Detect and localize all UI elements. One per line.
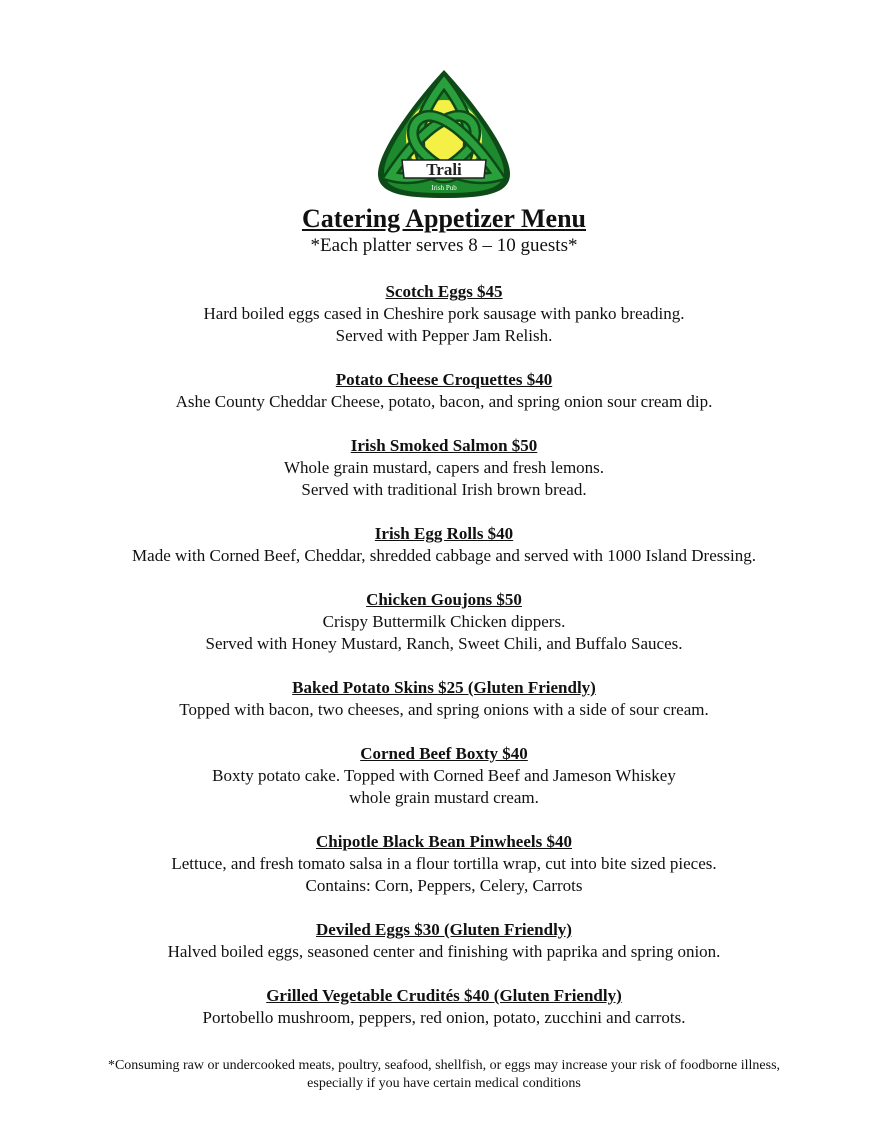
item-desc: Halved boiled eggs, seasoned center and finishing with paprika and spring onion. xyxy=(167,942,721,961)
item-name: Potato Cheese Croquettes $40 xyxy=(335,370,553,389)
trali-logo xyxy=(372,66,516,202)
menu-item xyxy=(0,523,888,567)
item-desc: Served with Pepper Jam Relish. xyxy=(335,326,553,345)
menu-item xyxy=(0,919,888,963)
item-desc: Boxty potato cake. Topped with Corned Beef and Jameson Whiskey xyxy=(212,766,676,785)
item-desc: Whole grain mustard, capers and fresh lemons. xyxy=(283,458,605,477)
item-name: Irish Smoked Salmon $50 xyxy=(350,436,538,455)
item-desc: Contains: Corn, Peppers, Celery, Carrots xyxy=(305,876,583,895)
item-desc: whole grain mustard cream. xyxy=(349,788,539,807)
menu-item xyxy=(0,281,888,347)
item-name: Corned Beef Boxty $40 xyxy=(360,744,528,763)
item-name: Grilled Vegetable Crudités $40 (Gluten Friendly) xyxy=(266,986,622,1005)
menu-item xyxy=(0,677,888,721)
item-desc: Served with traditional Irish brown bread. xyxy=(301,480,587,499)
item-name: Chipotle Black Bean Pinwheels $40 xyxy=(316,832,572,851)
menu-item xyxy=(0,589,888,655)
page-title: Catering Appetizer Menu xyxy=(301,204,587,233)
item-name: Chicken Goujons $50 xyxy=(366,590,522,609)
menu-list xyxy=(0,281,888,1051)
menu-item xyxy=(0,743,888,809)
menu-item xyxy=(0,369,888,413)
serving-note: *Each platter serves 8 – 10 guests* xyxy=(310,235,578,256)
menu-item xyxy=(0,985,888,1029)
svg-text:Irish Pub: Irish Pub xyxy=(431,184,457,192)
health-disclaimer: *Consuming raw or undercooked meats, poultry, seafood, shellfish, or eggs may increase your risk of foodborne illness, especially if you have certain medical conditions xyxy=(107,1058,781,1091)
item-desc: Portobello mushroom, peppers, red onion, potato, zucchini and carrots. xyxy=(202,1008,686,1027)
menu-item xyxy=(0,435,888,501)
item-desc: Hard boiled eggs cased in Cheshire pork sausage with panko breading. xyxy=(203,304,685,323)
item-desc: Lettuce, and fresh tomato salsa in a flour tortilla wrap, cut into bite sized pieces. xyxy=(171,854,717,873)
item-name: Scotch Eggs $45 xyxy=(385,282,503,301)
item-desc: Served with Honey Mustard, Ranch, Sweet Chili, and Buffalo Sauces. xyxy=(205,634,683,653)
item-desc: Crispy Buttermilk Chicken dippers. xyxy=(322,612,566,631)
item-name: Deviled Eggs $30 (Gluten Friendly) xyxy=(316,920,572,939)
trinity-knot-icon xyxy=(372,66,516,202)
menu-item xyxy=(0,831,888,897)
svg-text:Trali: Trali xyxy=(426,160,462,179)
item-desc: Ashe County Cheddar Cheese, potato, bacon, and spring onion sour cream dip. xyxy=(175,392,713,411)
item-desc: Topped with bacon, two cheeses, and spring onions with a side of sour cream. xyxy=(179,700,709,719)
item-name: Irish Egg Rolls $40 xyxy=(374,524,514,543)
item-desc: Made with Corned Beef, Cheddar, shredded cabbage and served with 1000 Island Dressing. xyxy=(132,546,756,565)
item-name: Baked Potato Skins $25 (Gluten Friendly) xyxy=(292,678,596,697)
